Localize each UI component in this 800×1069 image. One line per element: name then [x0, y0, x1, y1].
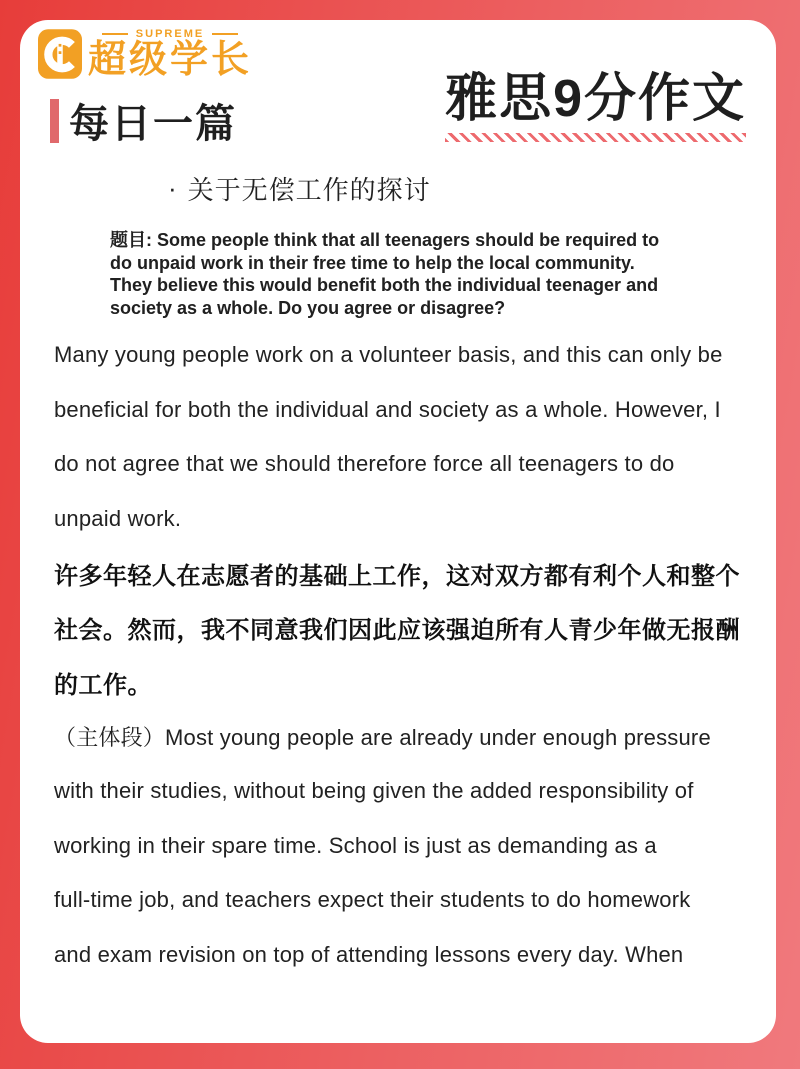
essay-body-line: 许多年轻人在志愿者的基础上工作，这对双方都有利个人和整个: [54, 562, 740, 590]
essay-body-line: unpaid work.: [54, 505, 182, 531]
daily-column-header: [50, 92, 237, 149]
supreme-rule-left: [102, 33, 128, 35]
essay-body-line: with their studies, without being given the added responsibility of: [54, 778, 694, 804]
essay-body-line: and exam revision on top of attending lessons every day. When: [54, 941, 684, 967]
essay-body-line: do not agree that we should therefore force all teenagers to do: [54, 451, 675, 477]
essay-body-line: 的工作。: [54, 671, 152, 699]
essay-body-line: beneficial for both the individual and society as a whole. However, I: [54, 396, 721, 422]
question-line: They believe this would benefit both the individual teenager and: [110, 275, 659, 295]
essay-body: [54, 328, 766, 982]
main-title-block: [445, 70, 746, 142]
essay-body-line: 社会。然而，我不同意我们因此应该强迫所有人青少年做无报酬: [54, 617, 740, 645]
bullet-icon: ·: [168, 173, 178, 203]
question-line: do unpaid work in their free time to help the local community.: [110, 252, 635, 273]
daily-label: 每日一篇: [69, 102, 237, 146]
brand-name: 超级学长: [88, 39, 253, 81]
content-card: [20, 20, 776, 1043]
essay-body-line: full-time job, and teachers expect their students to do homework: [54, 887, 691, 913]
essay-question: [110, 229, 690, 319]
main-title: 雅思9分作文: [445, 70, 746, 128]
daily-accent-bar: [50, 99, 59, 143]
essay-section-title: [168, 170, 431, 207]
essay-section-title-text: 关于无偿工作的探讨: [187, 175, 431, 205]
essay-body-line: （主体段）Most young people are already under enough pressure: [54, 725, 711, 751]
question-line: 题目: Some people think that all teenagers should be required to: [110, 230, 660, 250]
brand-logo: [38, 28, 252, 79]
brand-supreme-label: SUPREME: [135, 28, 205, 40]
brand-logo-icon: [38, 29, 82, 79]
essay-body-line: working in their spare time. School is just as demanding as a: [54, 832, 657, 858]
essay-body-line: Many young people work on a volunteer basis, and this can only be: [54, 342, 723, 368]
hatch-underline: [445, 133, 746, 142]
brand-text: [88, 28, 252, 79]
question-line: society as a whole. Do you agree or disagree?: [110, 297, 506, 318]
supreme-rule-right: [212, 33, 238, 35]
